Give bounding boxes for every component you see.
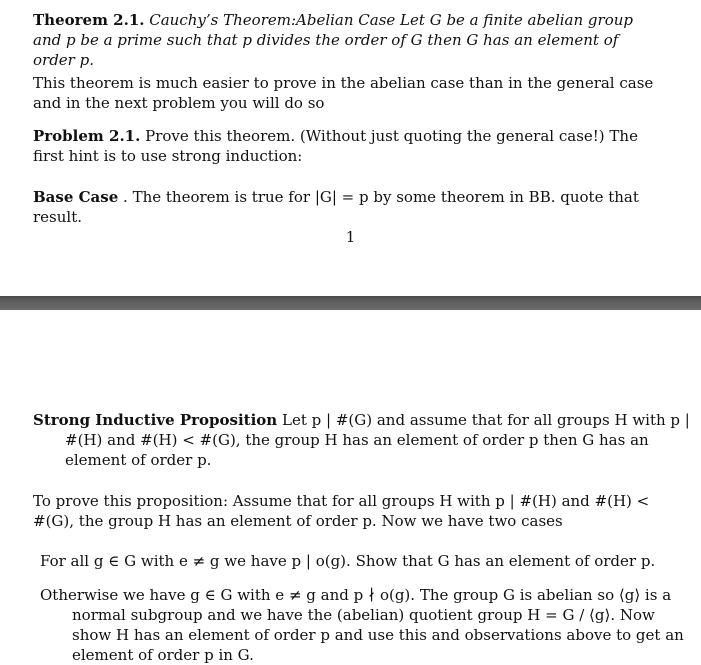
strong-inductive-proposition bbox=[33, 410, 693, 470]
page-number: 1 bbox=[345, 228, 356, 246]
to-prove-paragraph: To prove this proposition: Assume that for all groups H with p | #(H) and #(H) < #(G), the group H has an element of order p. Now we have two cases bbox=[33, 492, 650, 530]
problem-label: Problem 2.1. bbox=[33, 127, 141, 145]
theorem-2-1 bbox=[33, 10, 661, 70]
base-case-text: . The theorem is true for |G| = p by some theorem in BB. quote that result. bbox=[33, 188, 639, 226]
proposition-text: Let p | #(G) and assume that for all groups H with p | #(H) and #(H) < #(G), the group H has an element of order p then G has an element of order p. bbox=[65, 411, 690, 469]
page-separator bbox=[0, 296, 701, 310]
intro-paragraph: This theorem is much easier to prove in the abelian case than in the general case and in the next problem you will do so bbox=[33, 74, 654, 112]
problem-2-1 bbox=[33, 126, 661, 166]
case-1: For all g ∈ G with e ≠ g we have p | o(g). Show that G has an element of order p. bbox=[40, 552, 656, 570]
page-2 bbox=[0, 310, 701, 663]
base-case bbox=[33, 187, 661, 227]
page-1 bbox=[0, 0, 701, 295]
problem-text: Prove this theorem. (Without just quoting the general case!) The first hint is to use strong induction: bbox=[33, 127, 638, 165]
base-case-label: Base Case bbox=[33, 188, 119, 206]
case-2: Otherwise we have g ∈ G with e ≠ g and p ∤ o(g). The group G is abelian so ⟨g⟩ is a normal subgroup and we have the (abelian) quotient group H = G / ⟨g⟩. Now show H has an element of order p and use this and observations above to get an element of order p in G. bbox=[40, 586, 684, 664]
theorem-text: Cauchy’s Theorem:Abelian Case Let G be a finite abelian group and p be a prime such that p divides the order of G then G has an element of order p. bbox=[33, 11, 633, 69]
proposition-label: Strong Inductive Proposition bbox=[33, 411, 278, 429]
theorem-label: Theorem 2.1. bbox=[33, 11, 145, 29]
